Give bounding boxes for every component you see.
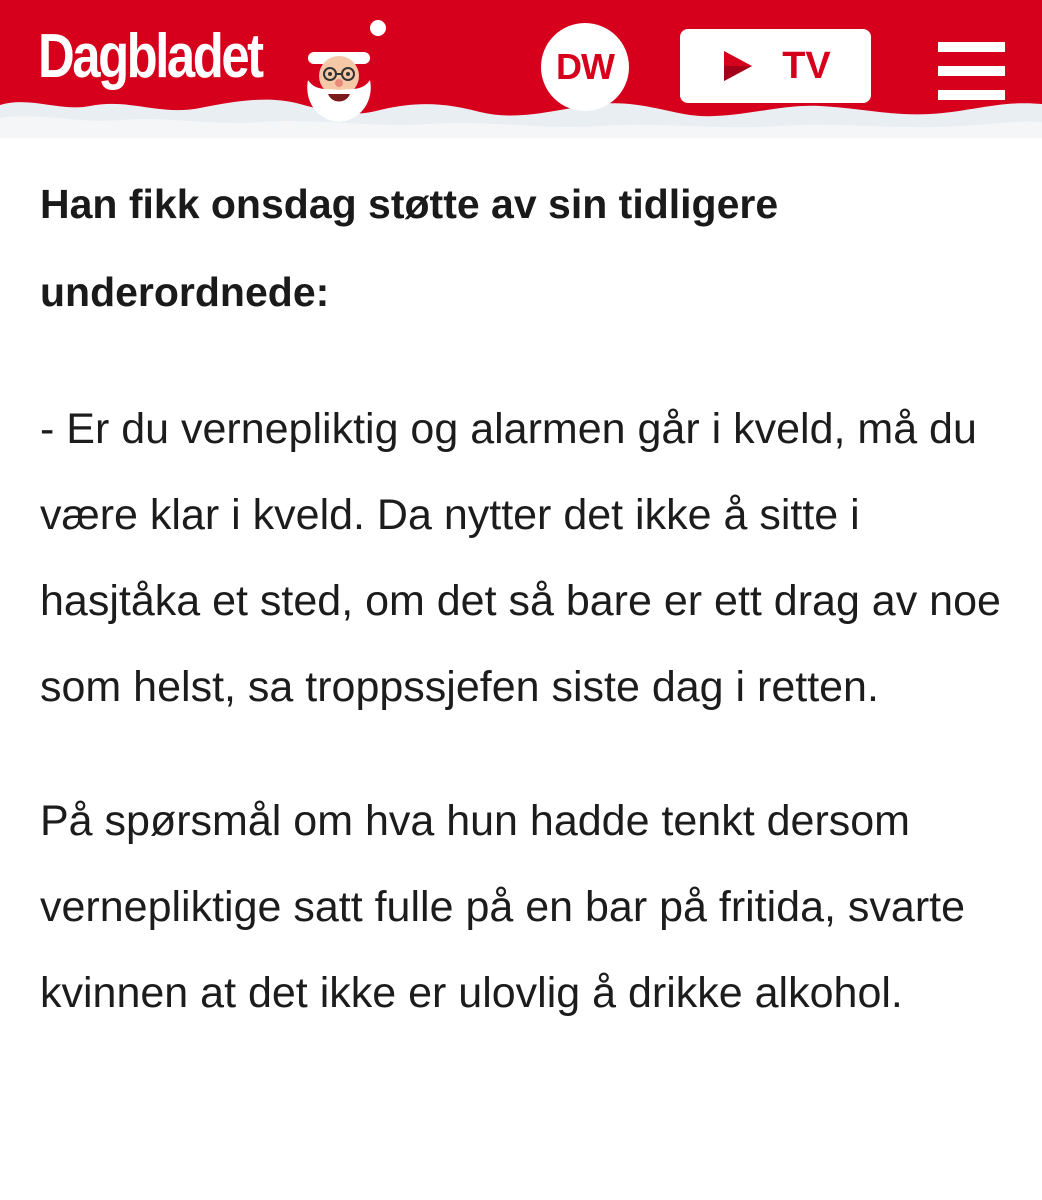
dw-label: DW [556, 46, 614, 87]
tv-button[interactable] [680, 29, 871, 103]
hamburger-menu-icon[interactable] [938, 42, 1005, 100]
article-body [40, 160, 1010, 1036]
menu-bar [938, 66, 1005, 76]
santa-mascot-icon [298, 14, 390, 126]
site-header [0, 0, 1042, 138]
article-lead: Han fikk onsdag støtte av sin tidligere underordnede: [40, 181, 779, 315]
tv-label: TV [782, 44, 831, 87]
logo-text: Dagbladet [38, 22, 262, 91]
menu-bar [938, 42, 1005, 52]
play-icon [720, 49, 754, 83]
dw-button[interactable] [541, 23, 629, 111]
article-paragraph: På spørsmål om hva hun hadde tenkt dersom vernepliktige satt fulle på en bar på fritida, svarte kvinnen at det ikke er ulovlig å drikke alkohol. [40, 797, 966, 1017]
article-paragraph: - Er du vernepliktig og alarmen går i kveld, må du være klar i kveld. Da nytter det ikke å sitte i hasjtåka et sted, om det så bare er ett drag av noe som helst, sa troppssjefen siste dag i retten. [40, 405, 1001, 711]
menu-bar [938, 90, 1005, 100]
